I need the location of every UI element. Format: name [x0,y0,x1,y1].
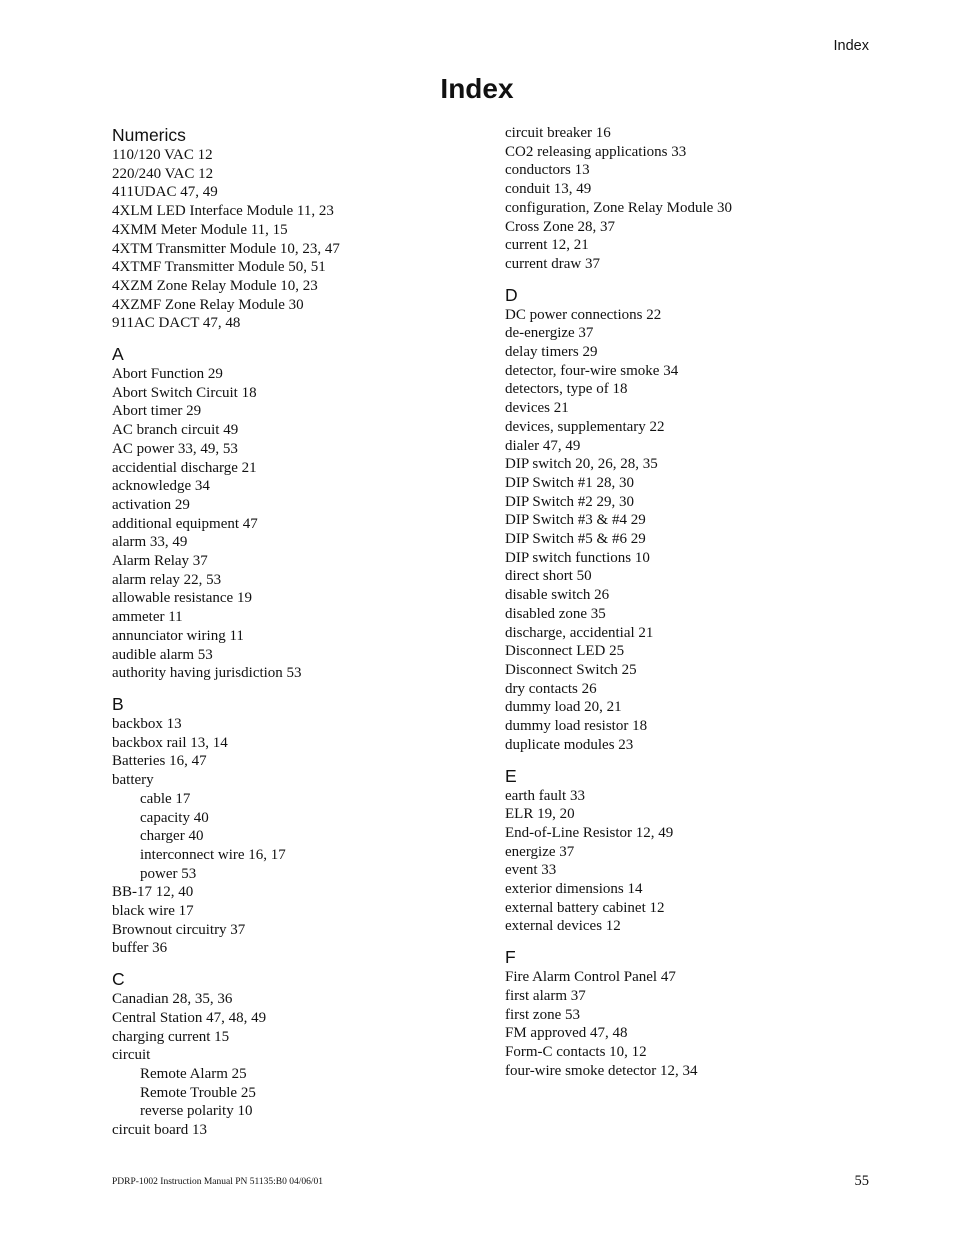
index-entry: DIP switch functions 10 [505,549,650,566]
index-entry: DIP Switch #5 & #6 29 [505,531,646,548]
index-entry: Canadian 28, 35, 36 [112,991,233,1008]
index-entry: 411UDAC 47, 49 [112,184,218,201]
section-heading: C [112,969,125,990]
index-section [112,693,482,958]
index-entry: discharge, accidential 21 [505,624,654,641]
index-entry: 4XZM Zone Relay Module 10, 23 [112,277,318,294]
index-entry: annunciator wiring 11 [112,627,244,644]
index-entry: audible alarm 53 [112,646,213,663]
index-entry: circuit breaker 16 [505,125,611,141]
index-entry: ELR 19, 20 [505,806,575,823]
index-subentry: charger 40 [140,828,204,845]
index-entry: Form-C contacts 10, 12 [505,1043,647,1060]
index-subentry: reverse polarity 10 [140,1103,253,1120]
index-entry: DIP Switch #3 & #4 29 [505,512,646,529]
index-entry: 4XZMF Zone Relay Module 30 [112,296,304,313]
index-entry: alarm 33, 49 [112,534,188,551]
index-entry: first zone 53 [505,1006,580,1023]
index-entry: dry contacts 26 [505,680,597,697]
index-entry: charging current 15 [112,1028,230,1045]
index-entry: delay timers 29 [505,344,598,361]
index-entry: event 33 [505,862,557,879]
index-entry: devices, supplementary 22 [505,418,665,435]
index-entry: de-energize 37 [505,325,594,342]
index-entry: earth fault 33 [505,787,585,804]
index-column-right [505,124,875,1090]
index-entry: battery [112,772,154,789]
index-entry: black wire 17 [112,903,194,920]
index-entry: current 12, 21 [505,237,589,254]
index-entry: AC branch circuit 49 [112,422,239,439]
index-entry: FM approved 47, 48 [505,1025,628,1042]
page-title: Index [440,73,514,104]
index-section [505,124,875,274]
index-entry: configuration, Zone Relay Module 30 [505,199,733,216]
index-section [112,124,482,333]
index-subentry: cable 17 [140,790,191,807]
index-entry: CO2 releasing applications 33 [505,143,687,160]
index-entry: backbox rail 13, 14 [112,734,228,751]
footer-document-info: PDRP-1002 Instruction Manual PN 51135:B0 04/06/01 [112,1177,324,1187]
index-entry: first alarm 37 [505,987,586,1004]
index-entry: alarm relay 22, 53 [112,571,222,588]
index-entry: allowable resistance 19 [112,590,252,607]
index-entry: duplicate modules 23 [505,736,634,753]
section-heading: D [505,284,518,305]
index-entry: direct short 50 [505,568,592,585]
index-entry: devices 21 [505,400,569,417]
index-entry: disabled zone 35 [505,605,606,622]
index-entry: Abort timer 29 [112,403,202,420]
index-entry: buffer 36 [112,940,168,957]
index-entry: Fire Alarm Control Panel 47 [505,969,676,986]
index-entry: DC power connections 22 [505,306,662,323]
index-subentry: power 53 [140,865,197,882]
section-heading: Numerics [112,125,186,145]
index-entry: ammeter 11 [112,609,183,626]
index-entry: 220/240 VAC 12 [112,165,214,182]
index-entry: backbox 13 [112,715,182,732]
index-entry: 4XLM LED Interface Module 11, 23 [112,203,334,220]
section-heading: F [505,947,516,968]
index-entry: 4XTM Transmitter Module 10, 23, 47 [112,240,340,257]
index-entry: detector, four-wire smoke 34 [505,362,679,379]
index-entry: dummy load 20, 21 [505,699,622,716]
index-entry: exterior dimensions 14 [505,881,643,898]
index-entry: Abort Function 29 [112,366,223,383]
index-entry: current draw 37 [505,255,600,272]
index-entry: AC power 33, 49, 53 [112,440,238,457]
index-entry: circuit board 13 [112,1122,207,1139]
index-entry: Alarm Relay 37 [112,553,208,570]
section-heading: B [112,693,124,714]
index-subentry: Remote Alarm 25 [140,1065,247,1082]
index-subentry: interconnect wire 16, 17 [140,846,286,863]
index-entry: DIP Switch #2 29, 30 [505,493,635,510]
index-entry: authority having jurisdiction 53 [112,665,302,682]
index-section [505,284,875,755]
index-entry: additional equipment 47 [112,515,258,532]
section-heading: A [112,344,124,365]
running-head: Index [833,38,869,54]
index-entry: activation 29 [112,496,190,513]
index-entry: DIP switch 20, 26, 28, 35 [505,456,658,473]
index-section [112,343,482,683]
index-entry: Brownout circuitry 37 [112,921,246,938]
index-entry: Disconnect Switch 25 [505,661,637,678]
index-entry: four-wire smoke detector 12, 34 [505,1062,698,1079]
index-entry: detectors, type of 18 [505,381,628,398]
index-column-left [112,124,482,1150]
index-entry: disable switch 26 [505,587,610,604]
footer-page-number: 55 [854,1173,869,1189]
index-entry: energize 37 [505,843,575,860]
index-entry: Batteries 16, 47 [112,753,207,770]
index-entry: external battery cabinet 12 [505,899,665,916]
index-entry: acknowledge 34 [112,478,210,495]
index-entry: DIP Switch #1 28, 30 [505,474,635,491]
section-heading: E [505,765,517,786]
index-entry: 110/120 VAC 12 [112,147,213,163]
index-entry: Cross Zone 28, 37 [505,218,615,235]
index-entry: Abort Switch Circuit 18 [112,384,257,401]
index-entry: Central Station 47, 48, 49 [112,1009,267,1026]
index-entry: circuit [112,1047,151,1064]
index-entry: End-of-Line Resistor 12, 49 [505,824,674,841]
index-section [112,968,482,1140]
index-entry: conduit 13, 49 [505,181,592,198]
index-entry: accidential discharge 21 [112,459,257,476]
index-section [505,946,875,1080]
index-entry: conductors 13 [505,162,590,179]
index-entry: dummy load resistor 18 [505,718,648,735]
index-entry: BB-17 12, 40 [112,884,194,901]
index-entry: external devices 12 [505,918,621,935]
index-entry: 4XMM Meter Module 11, 15 [112,221,288,238]
index-entry: dialer 47, 49 [505,437,581,454]
index-section [505,765,875,937]
index-subentry: capacity 40 [140,809,209,826]
index-entry: 4XTMF Transmitter Module 50, 51 [112,259,326,276]
index-entry: Disconnect LED 25 [505,643,625,660]
index-subentry: Remote Trouble 25 [140,1084,256,1101]
index-entry: 911AC DACT 47, 48 [112,315,241,332]
